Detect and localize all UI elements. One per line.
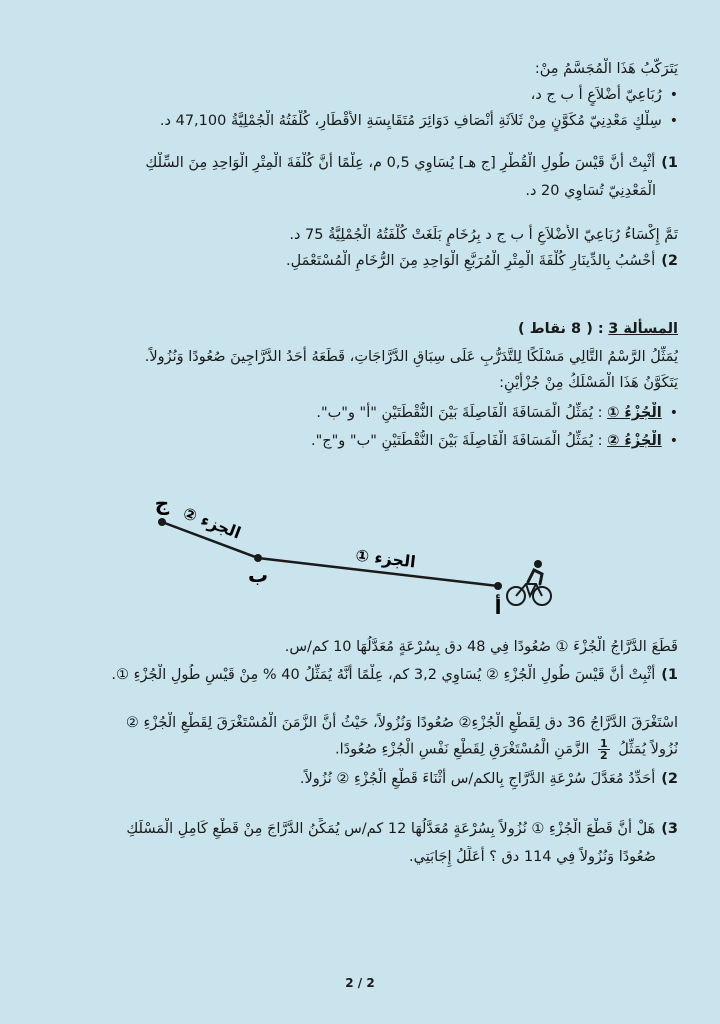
- question-2-text: أَحْسُبُ بِالدِّينَارِ كُلْفَةَ الْمِتْرِ الْمُرَبَّعِ الْوَاحِدِ مِنَ الرُّخَامِ الْمُسْتَعْمَلِ.: [286, 253, 656, 269]
- time-statement-line-1: اسْتَغْرَقَ الدَّرَّاجُ 36 دق لِقَطْعِ الْجُزْءِ② صُعُودًا وَنُزُولاً، حَيْثُ أَنَّ الزَّمَنَ الْمُسْتَغْرَقَ لِقَطْعِ الْجُزْءِ ②: [125, 715, 678, 731]
- p3-question-3-number: 3): [661, 821, 678, 837]
- point-c-dot: [158, 518, 166, 526]
- point-b-label: ب: [247, 563, 269, 587]
- fraction-denominator: 2: [600, 749, 608, 761]
- bullet-wire-text: سِلْكٍ مَعْدِنِيّ مُكَوَّنٍ مِنْ ثَلاَثَةِ أَنْصَافِ دَوَائِرَ مُتَقَايِسَةِ الأَقْطَارِ، كُلْفَتُهُ الْجُمْلِيَّةُ 47,100 د.: [159, 113, 662, 129]
- cyclist-icon: [507, 560, 551, 605]
- p3-question-1-number: 1): [661, 667, 678, 683]
- problem-3-heading: [30, 318, 678, 340]
- point-c-label: ج: [154, 491, 170, 515]
- part-2-label: الْجُزْءُ ②: [607, 433, 662, 449]
- part-2-definition: [30, 430, 678, 452]
- bullet-quadrilateral-text: رُبَاعِيّ أَضْلاَعٍ أ ب ج د،: [530, 87, 662, 103]
- point-a-dot: [494, 582, 502, 590]
- p3-question-2-number: 2): [661, 771, 678, 787]
- fraction-one-half: [598, 738, 610, 761]
- problem-3-line-2: يَتَكَوَّنُ هَذَا الْمَسْلَكُ مِنْ جُزْأَيْنِ:: [499, 375, 678, 391]
- time-statement-part-a: نُزُولاً يُمَثِّلُ: [618, 741, 678, 758]
- point-a-label: أ: [494, 595, 502, 619]
- solid-intro: يَتَرَكَّبُ هَذَا الْمُجَسَّمُ مِنْ:: [534, 61, 678, 77]
- p3-question-3-line-2: صُعُودًا وَنُزُولاً فِي 114 دق ؟ أُعَلِّلُ إِجَابَتِي.: [409, 849, 656, 865]
- p3-question-2-text: أُحَدِّدُ مُعَدَّلَ سُرْعَةِ الدَّرَّاجِ بِالكم/س أَثْنَاءَ قَطْعِ الْجُزْءِ ② نُزُولاً.: [299, 771, 656, 787]
- bullet-wire: [30, 110, 678, 132]
- part-1-definition: [30, 402, 678, 424]
- time-statement-line-2: [30, 738, 678, 761]
- p3-question-3-line-1: [30, 818, 678, 840]
- fraction-numerator: 1: [600, 738, 608, 750]
- page-number: 2 / 2: [345, 976, 375, 990]
- p3-question-2: [30, 768, 678, 790]
- question-1-text: أُثْبِتْ أَنَّ قَيْسَ طُولِ الْقُطْرِ [ج هـ] يُسَاوِي 0,5 م، عِلْمًا أَنَّ كُلْفَةَ الْمِتْرِ الْوَاحِدِ مِنَ السِّلْكِ: [145, 155, 656, 171]
- ride-statement: قَطَعَ الدَّرَّاجُ الْجُزْءَ ① صُعُودًا فِي 48 دق بِسُرْعَةٍ مُعَدَّلُهَا 10 كم/س.: [284, 639, 678, 655]
- problem-3-points: : ( 8 نقاط ): [517, 321, 604, 337]
- question-1-line-1: [30, 152, 678, 174]
- segment-2-label: الجزء ②: [180, 503, 244, 543]
- part-2-text: : يُمَثِّلُ الْمَسَافَةَ الْفَاصِلَةَ بَيْنَ النُّقْطَتَيْنِ "ب" و"ج".: [311, 433, 603, 449]
- time-statement-part-b: الزَّمَنِ الْمُسْتَغْرَقِ لِقَطْعِ نَفْسِ الْجُزْءِ صُعُودًا.: [334, 741, 590, 758]
- question-2: [30, 250, 678, 272]
- question-1-number: 1): [661, 155, 678, 171]
- part-1-label: الْجُزْءُ ①: [607, 405, 662, 421]
- p3-question-3-text: هَلْ أَنَّ قَطْعَ الْجُزْءِ ① نُزُولاً بِسُرْعَةٍ مُعَدَّلُهَا 12 كم/س يُمَكِّنُ الدَّرَّاجَ مِنْ قَطْعِ كَامِلِ الْمَسْلَكِ: [126, 821, 656, 837]
- segment-1-label: الجزء ①: [354, 545, 417, 572]
- p3-question-1: [30, 664, 678, 686]
- question-2-number: 2): [661, 253, 678, 269]
- p3-question-1-text: أُثْبِتْ أَنَّ قَيْسَ طُولِ الْجُزْءِ ② يُسَاوِي 3,2 كم، عِلْمًا أَنَّهُ يُمَثِّلُ 40 % مِنْ قَيْسِ طُولِ الْجُزْءِ ①.: [111, 667, 656, 683]
- part-1-text: : يُمَثِّلُ الْمَسَافَةَ الْفَاصِلَةَ بَيْنَ النُّقْطَتَيْنِ "أ" و"ب".: [316, 405, 603, 421]
- problem-3-line-1: يُمَثِّلُ الرَّسْمُ التَّالِي مَسْلَكًا لِلتَّدَرُّبِ عَلَى سِبَاقِ الدَّرَّاجَاتِ، قَطَعَهُ أَحَدُ الدَّرَّاجِينَ صُعُودًا وَنُزُولاً.: [144, 349, 678, 365]
- question-1-line-2: الْمَعْدِنِيّ تُسَاوِي 20 د.: [525, 183, 656, 199]
- problem-3-title: المسألة 3: [608, 321, 678, 337]
- bullet-quadrilateral: [30, 84, 678, 106]
- tiling-statement: تَمَّ إِكْسَاءُ رُبَاعِيّ الأَضْلاَعِ أ ب ج د بِرُخَامٍ بَلَغَتْ كُلْفَتُهُ الْجُمْلِيَّةُ 75 د.: [289, 227, 678, 243]
- point-b-dot: [254, 554, 262, 562]
- route-diagram: [140, 478, 560, 628]
